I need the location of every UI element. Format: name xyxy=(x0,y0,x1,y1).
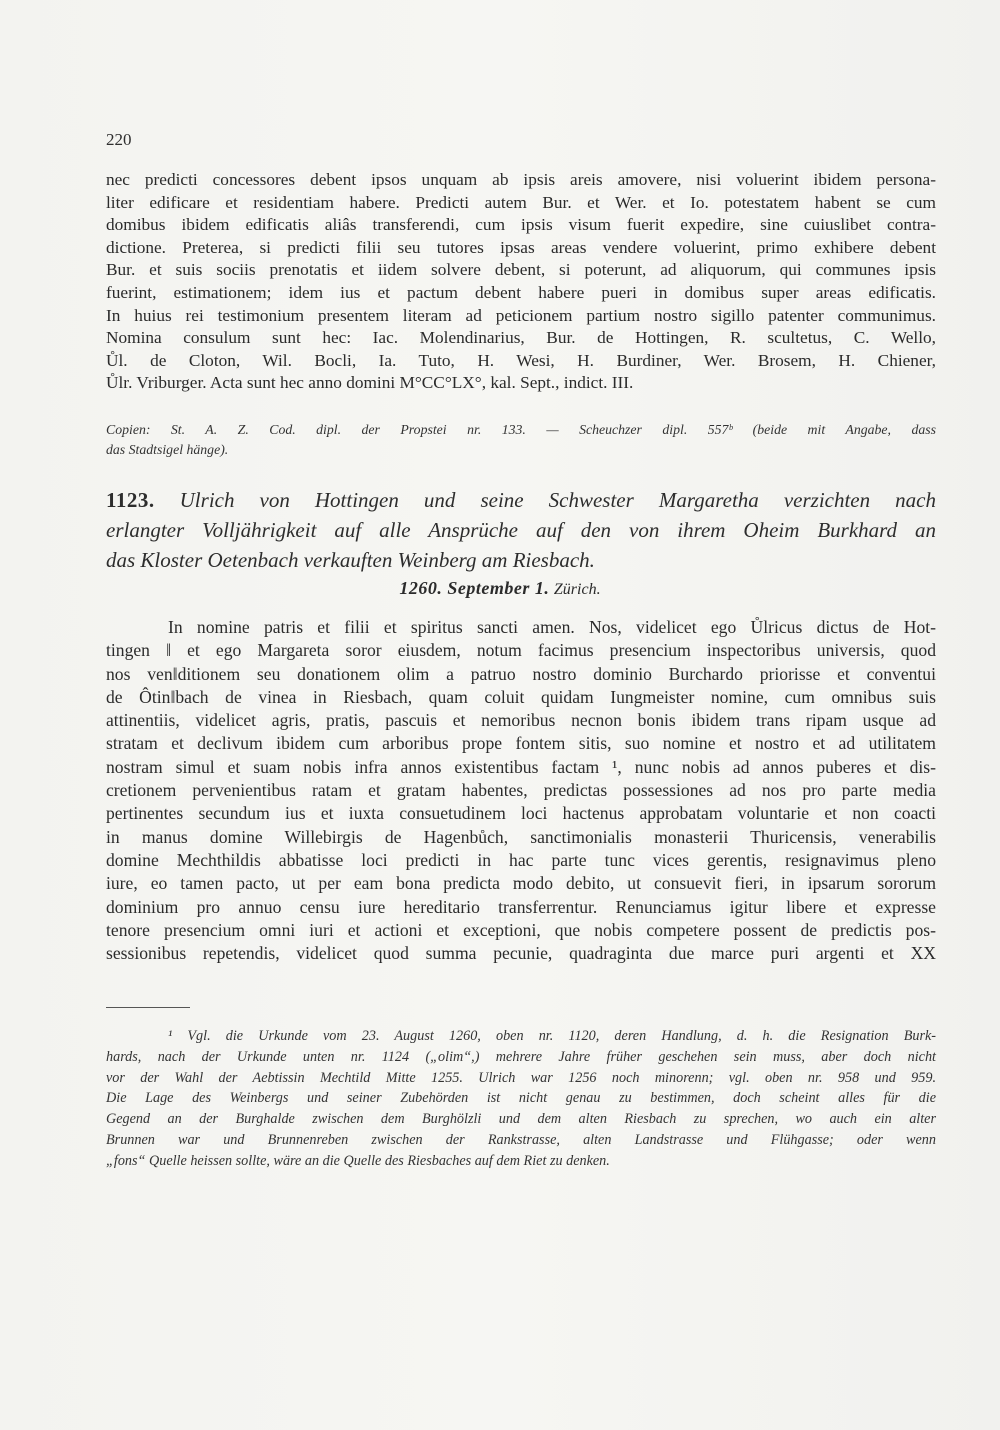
text-line: pertinentes secundum ius et iuxta consuetudinem loci hactenus approbatam voluntarie et non coacti xyxy=(106,803,936,824)
footnote-line: „fons“ Quelle heissen sollte, wäre an die Quelle des Riesbaches auf dem Riet zu denken. xyxy=(106,1152,610,1169)
text-line: nec predicti concessores debent ipsos unquam ab ipsis areis amovere, nisi voluerint ibidem persona- xyxy=(106,170,936,189)
copies-note xyxy=(106,420,936,460)
copies-line: Copien: St. A. Z. Cod. dipl. der Propstei nr. 133. — Scheuchzer dipl. 557ᵇ (beide mit Angabe, dass xyxy=(106,422,936,437)
document-date-line xyxy=(0,578,1000,599)
text-line: domine Mechthildis abbatisse loci predicti in hac parte tunc vices gerentis, resignavimus pleno xyxy=(106,849,936,870)
text-line: stratam et declivum ibidem cum arboribus prope fontem sitis, suo nomine et nostro et ad utilitatem xyxy=(106,733,936,754)
footnote-line: Die Lage des Weinbergs und seiner Zubehörden ist nicht genau zu bestimmen, doch scheint alles für die xyxy=(106,1090,936,1107)
text-line: cretionem pervenientibus ratam et gratam habentes, predictas possessiones ad nos pro parte media xyxy=(106,780,936,801)
document-heading xyxy=(106,485,936,575)
text-line: tenore presencium omni iuri et actioni et exceptioni, que nobis competere possent de predictis pos- xyxy=(106,919,936,940)
footnote-line: hards, nach der Urkunde unten nr. 1124 („olim“,) mehrere Jahre früher geschehen sein muss, aber doch nicht xyxy=(106,1048,936,1065)
text-line: nostram simul et suam nobis infra annos existentibus factam ¹, nunc nobis ad annos puberes et dis- xyxy=(106,756,936,777)
text-line: fuerint, estimationem; idem ius et pactum debent habere pueri in domibus super areas edificatis. xyxy=(106,282,936,302)
heading-line-1 xyxy=(106,485,936,515)
main-text xyxy=(106,616,936,965)
text-line: nos ven‖ditionem seu donationem olim a patruo nostro dominio Burchardo priorisse et conventui xyxy=(106,663,936,684)
text-line: de Ôtin‖bach de vinea in Riesbach, quam coluit quidam Iungmeister nomine, cum omnibus suis xyxy=(106,686,936,707)
text-line: liter edificare et residentiam habere. Predicti autem Bur. et Wer. et Io. potestatem habent se cum xyxy=(106,192,936,212)
footnote-line: Brunnen war und Brunnenreben zwischen der Rankstrasse, alten Landstrasse und Flühgasse; oder wenn xyxy=(106,1131,936,1148)
text-line: tingen ‖ et ego Margareta soror eiusdem, notum facimus presencium inspectoribus universis, quod xyxy=(106,640,936,661)
text-line: dominium pro annuo censu iure hereditario transferrentur. Renunciamus igitur libere et expresse xyxy=(106,896,936,917)
text-line: iure, eo tamen pacto, ut per eam bona predicta modo debito, ut consuevit fieri, in ipsarum sororum xyxy=(106,873,936,894)
footnote-line: Gegend an der Burghalde zwischen dem Burghölzli und dem alten Riesbach zu sprechen, wo auch ein alter xyxy=(106,1111,936,1128)
footnote-divider xyxy=(106,1007,190,1008)
text-line: sessionibus repetendis, videlicet quod summa pecunie, quadraginta due marce puri argenti et XX xyxy=(106,943,936,964)
heading-line-3: das Kloster Oetenbach verkauften Weinberg am Riesbach. xyxy=(106,548,595,572)
intro-paragraph xyxy=(106,169,936,395)
text-line: in manus domine Willebirgis de Hagenbůch, sanctimonialis monasterii Thuricensis, venerabilis xyxy=(106,826,936,847)
text-line: domibus ibidem edificatis aliâs transferendi, cum ipsis visum fuerit expedire, sine cuiuslibet contra- xyxy=(106,215,936,235)
copies-line: das Stadtsigel hänge). xyxy=(106,442,229,457)
text-line: Bur. et suis sociis prenotatis et iidem solvere debent, si poterunt, ad aliquorum, qui communes ipsis xyxy=(106,260,936,280)
text-line: Ůl. de Cloton, Wil. Bocli, Ia. Tuto, H. Wesi, H. Burdiner, Wer. Brosem, H. Chiener, xyxy=(106,350,936,370)
text-line: Nomina consulum sunt hec: Iac. Molendinarius, Bur. de Hottingen, R. scultetus, C. Wello, xyxy=(106,328,936,348)
text-line: In huius rei testimonium presentem literam ad peticionem partium nostro sigillo patenter communimus. xyxy=(106,305,936,325)
document-place: Zürich. xyxy=(553,581,601,598)
footnote-line: ¹ Vgl. die Urkunde vom 23. August 1260, oben nr. 1120, deren Handlung, d. h. die Resignation Burk- xyxy=(168,1028,936,1044)
text-line: In nomine patris et filii et spiritus sancti amen. Nos, videlicet ego Ůlricus dictus de Hot- xyxy=(168,617,936,637)
page-number: 220 xyxy=(106,130,132,149)
document-number: 1123. xyxy=(106,488,155,512)
footnote-line: vor der Wahl der Aebtissin Mechtild Mitte 1255. Ulrich war 1256 noch minorenn; vgl. oben nr. 958 und 959. xyxy=(106,1069,936,1086)
text-line: Ůlr. Vriburger. Acta sunt hec anno domini M°CC°LX°, kal. Sept., indict. III. xyxy=(106,373,634,393)
text-line: dictione. Preterea, si predicti filii seu tutores ipsas areas vendere voluerint, primo exhibere debent xyxy=(106,237,936,257)
document-date: 1260. September 1. xyxy=(399,578,550,598)
heading-line-2: erlangter Volljährigkeit auf alle Ansprüche auf den von ihrem Oheim Burkhard an xyxy=(106,518,936,542)
heading-title-part: Ulrich von Hottingen und seine Schwester Margaretha verzichten nach xyxy=(179,488,936,512)
text-line: attinentiis, videlicet agris, pratis, pascuis et nemoribus necnon bonis ibidem trans ripam usque ad xyxy=(106,710,936,731)
footnote xyxy=(106,1026,936,1172)
